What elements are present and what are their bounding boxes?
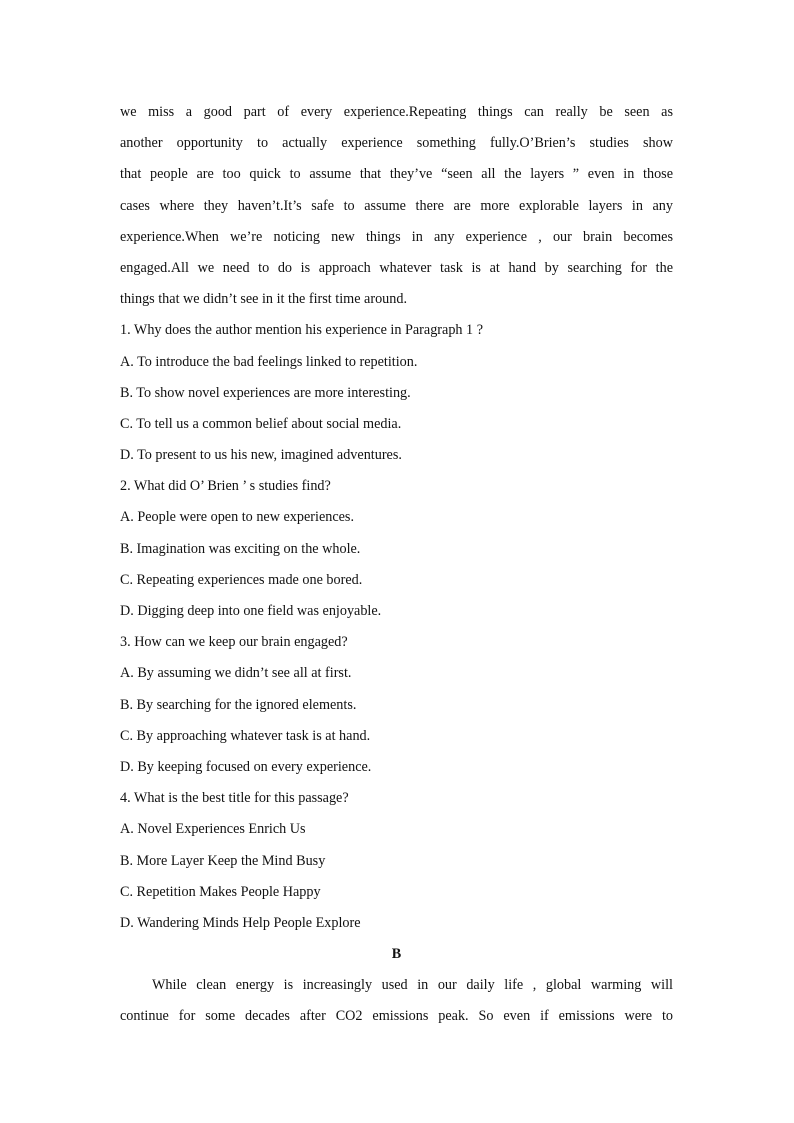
answer-option: A. By assuming we didn’t see all at first.	[120, 665, 352, 682]
passage-line: While clean energy is increasingly used in our daily life , global warming will	[152, 977, 673, 994]
answer-option: D. To present to us his new, imagined adventures.	[120, 447, 402, 464]
passage-line: cases where they haven’t.It’s safe to assume there are more explorable layers in any	[120, 197, 673, 214]
answer-option: B. More Layer Keep the Mind Busy	[120, 852, 326, 869]
answer-option: B. Imagination was exciting on the whole.	[120, 540, 361, 557]
answer-option: D. Wandering Minds Help People Explore	[120, 914, 361, 931]
passage-line: experience.When we’re noticing new things in any experience , our brain becomes	[120, 228, 673, 245]
answer-option: D. By keeping focused on every experience.	[120, 758, 372, 775]
passage-line: we miss a good part of every experience.Repeating things can really be seen as	[120, 104, 673, 120]
question-stem: 1. Why does the author mention his experience in Paragraph 1 ?	[120, 322, 483, 339]
answer-option: A. People were open to new experiences.	[120, 509, 355, 526]
answer-option: A. Novel Experiences Enrich Us	[120, 821, 306, 838]
question-stem: 2. What did O’ Brien ’ s studies find?	[120, 478, 331, 495]
answer-option: D. Digging deep into one field was enjoyable.	[120, 603, 382, 619]
passage-line: things that we didn’t see in it the first time around.	[120, 291, 407, 308]
answer-option: C. Repetition Makes People Happy	[120, 883, 321, 900]
question-stem: 3. How can we keep our brain engaged?	[120, 634, 348, 651]
passage-line: another opportunity to actually experience something fully.O’Brien’s studies show	[120, 135, 673, 152]
section-heading: B	[391, 946, 402, 963]
answer-option: B. To show novel experiences are more interesting.	[120, 384, 411, 401]
question-stem: 4. What is the best title for this passage?	[120, 790, 349, 807]
answer-option: C. By approaching whatever task is at hand.	[120, 727, 371, 744]
passage-line: continue for some decades after CO2 emissions peak. So even if emissions were to	[120, 1008, 673, 1025]
answer-option: A. To introduce the bad feelings linked to repetition.	[120, 353, 418, 370]
answer-option: C. To tell us a common belief about social media.	[120, 415, 402, 432]
document-page	[120, 97, 673, 1033]
passage-line: engaged.All we need to do is approach whatever task is at hand by searching for the	[120, 259, 673, 276]
answer-option: B. By searching for the ignored elements.	[120, 696, 357, 713]
answer-option: C. Repeating experiences made one bored.	[120, 571, 363, 588]
passage-line: that people are too quick to assume that they’ve “seen all the layers ” even in those	[120, 166, 673, 183]
